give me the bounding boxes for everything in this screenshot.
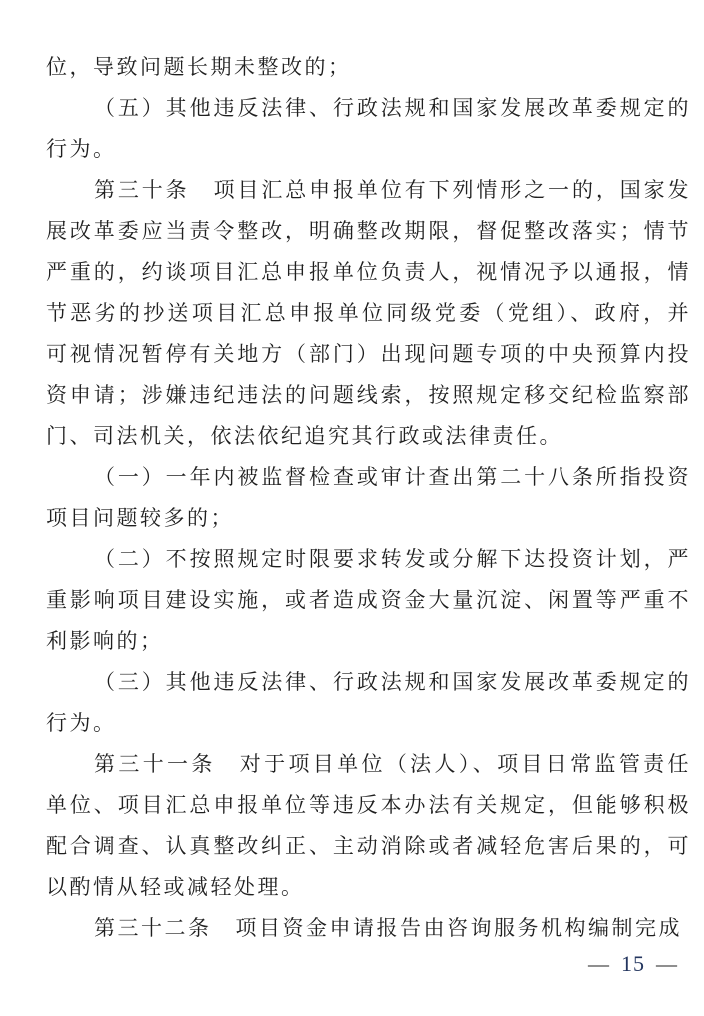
list-item-one: （一）一年内被监督检查或审计查出第二十八条所指投资项目问题较多的； xyxy=(46,465,691,530)
page-number xyxy=(588,951,678,977)
article-30-number: 第三十条 xyxy=(94,178,190,202)
article-31 xyxy=(46,744,691,908)
page-number-dash-right: — xyxy=(656,952,678,976)
article-30 xyxy=(46,170,691,457)
list-item-three: （三）其他违反法律、行政法规和国家发展改革委规定的行为。 xyxy=(46,670,691,735)
document-content xyxy=(46,47,691,949)
article-31-body: 对于项目单位（法人）、项目日常监管责任单位、项目汇总申报单位等违反本办法有关规定，但能够积极配合调查、认真整改纠正、主动消除或者减轻危害后果的，可以酌情从轻或减轻处理。 xyxy=(46,752,692,899)
article-32 xyxy=(46,908,691,949)
list-item-five: （五）其他违反法律、行政法规和国家发展改革委规定的行为。 xyxy=(46,96,691,161)
article-32-body: 项目资金申请报告由咨询服务机构编制完成 xyxy=(235,916,682,940)
list-item-two: （二）不按照规定时限要求转发或分解下达投资计划，严重影响项目建设实施，或者造成资金大量沉淀、闲置等严重不利影响的； xyxy=(46,547,691,653)
article-31-number: 第三十一条 xyxy=(94,752,216,776)
page-number-dash-left: — xyxy=(588,952,610,976)
article-32-number: 第三十二条 xyxy=(94,916,212,940)
article-30-body: 项目汇总申报单位有下列情形之一的，国家发展改革委应当责令整改，明确整改期限，督促整改落实；情节严重的，约谈项目汇总申报单位负责人，视情况予以通报，情节恶劣的抄送项目汇总申报单位同级党委（党组）、政府，并可视情况暂停有关地方（部门）出现问题专项的中央预算内投资申请；涉嫌违纪违法的问题线索，按照规定移交纪检监察部门、司法机关，依法依纪追究其行政或法律责任。 xyxy=(46,178,692,448)
page-number-value: 15 xyxy=(621,951,645,976)
continuation-paragraph: 位，导致问题长期未整改的； xyxy=(46,55,352,79)
